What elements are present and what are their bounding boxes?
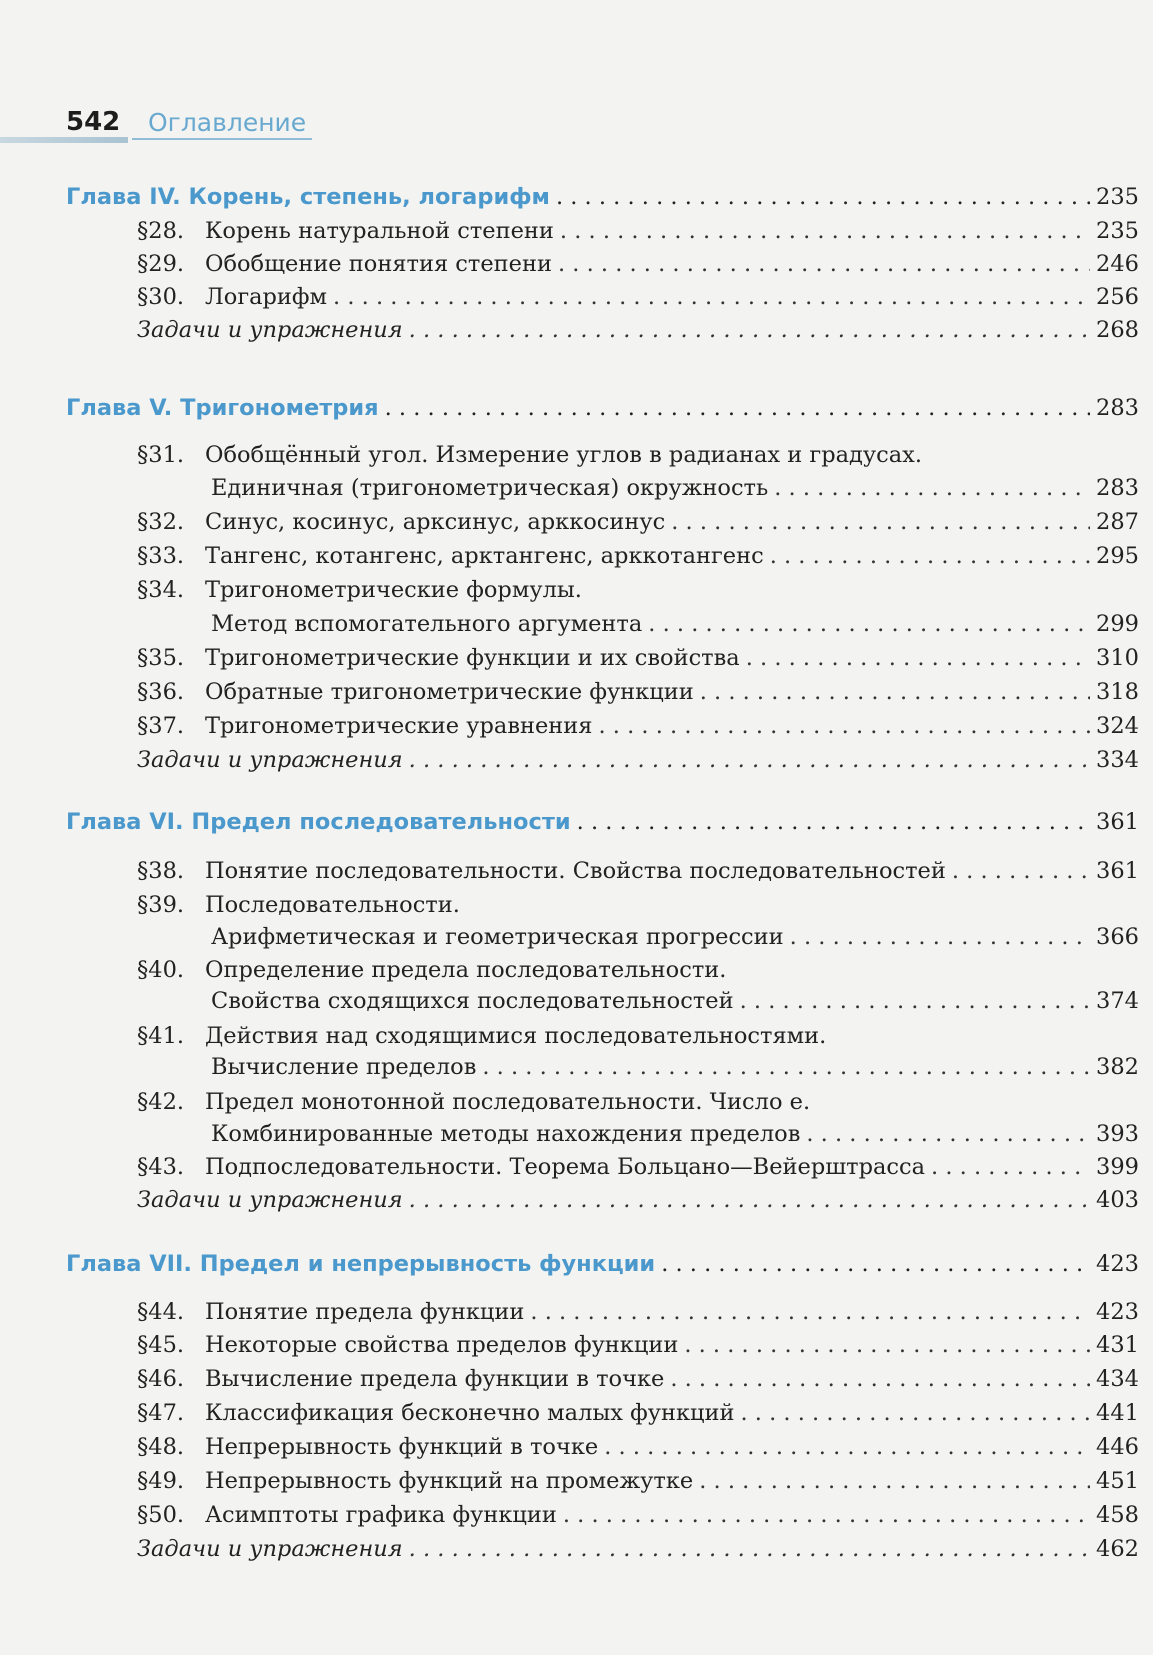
dot-leader xyxy=(661,1249,1090,1280)
tasks-entry xyxy=(0,1534,1139,1565)
page-ref: 268 xyxy=(1096,317,1139,343)
section-title: Обратные тригонометрические функции xyxy=(205,679,694,705)
page-ref: 366 xyxy=(1096,924,1139,950)
section-title: Тригонометрические формулы. xyxy=(205,577,582,603)
dot-leader xyxy=(806,1119,1090,1150)
section-title-continued: Арифметическая и геометрическая прогрессии xyxy=(211,924,784,950)
page-ref: 299 xyxy=(1096,611,1139,637)
page-ref: 324 xyxy=(1096,713,1139,739)
page-ref: 374 xyxy=(1096,988,1139,1014)
toc-entry xyxy=(0,1119,1139,1150)
section-number: §35. xyxy=(137,645,185,671)
toc-entry-line xyxy=(0,1021,1139,1052)
toc-entry xyxy=(0,609,1139,640)
chapter-title: Глава IV. Корень, степень, логарифм xyxy=(66,184,550,210)
dot-leader xyxy=(774,473,1090,504)
dot-leader xyxy=(741,1398,1091,1429)
toc-entry xyxy=(0,711,1139,742)
page-ref: 431 xyxy=(1096,1332,1139,1358)
toc-entry xyxy=(0,1330,1139,1361)
section-number: §33. xyxy=(137,543,185,569)
section-title: Тригонометрические функции и их свойства xyxy=(205,645,740,671)
tasks-entry xyxy=(0,1185,1139,1216)
toc-entry xyxy=(0,1500,1139,1531)
dot-leader xyxy=(740,986,1090,1017)
tasks-label: Задачи и упражнения xyxy=(137,317,403,343)
dot-leader xyxy=(604,1432,1090,1463)
page-ref: 334 xyxy=(1096,747,1139,773)
section-number: §38. xyxy=(137,858,185,884)
toc-entry xyxy=(0,282,1139,313)
toc-entry-line xyxy=(0,955,1139,986)
page-ref: 423 xyxy=(1096,1251,1139,1277)
chapter-title: Глава VI. Предел последовательности xyxy=(66,809,571,835)
page-ref: 393 xyxy=(1096,1121,1139,1147)
tasks-label: Задачи и упражнения xyxy=(137,1536,403,1562)
tasks-entry xyxy=(0,745,1139,776)
header-underline xyxy=(132,138,312,140)
dot-leader xyxy=(770,541,1090,572)
chapter-title: Глава V. Тригонометрия xyxy=(66,395,379,421)
page-header xyxy=(0,105,1153,145)
section-title: Корень натуральной степени xyxy=(205,218,554,244)
dot-leader xyxy=(556,182,1090,213)
section-title-continued: Свойства сходящихся последовательностей xyxy=(211,988,734,1014)
toc-entry xyxy=(0,507,1139,538)
section-number: §32. xyxy=(137,509,185,535)
page-ref: 287 xyxy=(1096,509,1139,535)
page-ref: 423 xyxy=(1096,1299,1139,1325)
dot-leader xyxy=(577,807,1090,838)
page-ref: 235 xyxy=(1096,184,1139,210)
dot-leader xyxy=(560,216,1090,247)
page-ref: 283 xyxy=(1096,395,1139,421)
chapter-heading xyxy=(0,393,1139,424)
page-ref: 361 xyxy=(1096,809,1139,835)
page-ref: 458 xyxy=(1096,1502,1139,1528)
page-ref: 283 xyxy=(1096,475,1139,501)
dot-leader xyxy=(482,1052,1090,1083)
dot-leader xyxy=(599,711,1091,742)
page-ref: 318 xyxy=(1096,679,1139,705)
chapter-heading xyxy=(0,807,1139,838)
section-title: Синус, косинус, арксинус, арккосинус xyxy=(205,509,666,535)
section-title: Предел монотонной последовательности. Число e. xyxy=(205,1089,811,1115)
section-title: Тангенс, котангенс, арктангенс, арккотангенс xyxy=(205,543,764,569)
section-number: §34. xyxy=(137,577,185,603)
section-title: Определение предела последовательности. xyxy=(205,957,727,983)
toc-entry xyxy=(0,922,1139,953)
dot-leader xyxy=(931,1152,1090,1183)
toc-entry xyxy=(0,643,1139,674)
section-title: Обобщённый угол. Измерение углов в радианах и градусах. xyxy=(205,442,922,468)
dot-leader xyxy=(385,393,1090,424)
section-title-continued: Единичная (тригонометрическая) окружность xyxy=(211,475,769,501)
section-number: §40. xyxy=(137,957,185,983)
page-ref: 399 xyxy=(1096,1154,1139,1180)
dot-leader xyxy=(699,1466,1090,1497)
page-ref: 246 xyxy=(1096,251,1139,277)
toc-entry-line xyxy=(0,1087,1139,1118)
toc-entry xyxy=(0,1398,1139,1429)
dot-leader xyxy=(409,745,1090,776)
page-number: 542 xyxy=(66,107,121,137)
toc-entry xyxy=(0,541,1139,572)
section-title: Тригонометрические уравнения xyxy=(205,713,593,739)
toc-entry xyxy=(0,1466,1139,1497)
section-number: §39. xyxy=(137,892,185,918)
tasks-entry xyxy=(0,315,1139,346)
page-ref: 403 xyxy=(1096,1187,1139,1213)
section-number: §28. xyxy=(137,218,185,244)
dot-leader xyxy=(790,922,1090,953)
dot-leader xyxy=(671,507,1090,538)
section-title: Логарифм xyxy=(205,284,328,310)
section-title: Классификация бесконечно малых функций xyxy=(205,1400,735,1426)
page-ref: 310 xyxy=(1096,645,1139,671)
toc-entry-line xyxy=(0,575,1139,606)
section-number: §45. xyxy=(137,1332,185,1358)
dot-leader xyxy=(558,249,1090,280)
toc-entry xyxy=(0,249,1139,280)
section-number: §41. xyxy=(137,1023,185,1049)
tasks-label: Задачи и упражнения xyxy=(137,747,403,773)
section-title: Понятие предела функции xyxy=(205,1299,525,1325)
section-title: Вычисление предела функции в точке xyxy=(205,1366,665,1392)
section-number: §48. xyxy=(137,1434,185,1460)
tasks-label: Задачи и упражнения xyxy=(137,1187,403,1213)
dot-leader xyxy=(409,315,1090,346)
toc-entry xyxy=(0,986,1139,1017)
toc-entry-line xyxy=(0,440,1139,471)
dot-leader xyxy=(746,643,1090,674)
chapter-heading xyxy=(0,1249,1139,1280)
dot-leader xyxy=(648,609,1090,640)
toc-entry-line xyxy=(0,890,1139,921)
section-title: Понятие последовательности. Свойства последовательностей xyxy=(205,858,946,884)
section-title-continued: Метод вспомогательного аргумента xyxy=(211,611,643,637)
section-title-continued: Вычисление пределов xyxy=(211,1054,477,1080)
toc-entry xyxy=(0,856,1139,887)
toc-entry xyxy=(0,216,1139,247)
section-number: §47. xyxy=(137,1400,185,1426)
section-title: Подпоследовательности. Теорема Больцано—Вейерштрасса xyxy=(205,1154,926,1180)
section-number: §43. xyxy=(137,1154,185,1180)
toc-entry xyxy=(0,1152,1139,1183)
section-title: Обобщение понятия степени xyxy=(205,251,552,277)
section-title: Непрерывность функций в точке xyxy=(205,1434,599,1460)
page-ref: 446 xyxy=(1096,1434,1139,1460)
section-number: §36. xyxy=(137,679,185,705)
toc-entry xyxy=(0,677,1139,708)
section-number: §29. xyxy=(137,251,185,277)
dot-leader xyxy=(952,856,1090,887)
page-ref: 382 xyxy=(1096,1054,1139,1080)
section-number: §30. xyxy=(137,284,185,310)
dot-leader xyxy=(409,1534,1090,1565)
dot-leader xyxy=(563,1500,1090,1531)
dot-leader xyxy=(700,677,1090,708)
page-ref: 434 xyxy=(1096,1366,1139,1392)
chapter-heading xyxy=(0,182,1139,213)
chapter-title: Глава VII. Предел и непрерывность функции xyxy=(66,1251,656,1277)
page-ref: 235 xyxy=(1096,218,1139,244)
section-title: Некоторые свойства пределов функции xyxy=(205,1332,679,1358)
dot-leader xyxy=(530,1297,1090,1328)
page-ref: 256 xyxy=(1096,284,1139,310)
toc-entry xyxy=(0,1052,1139,1083)
page-ref: 462 xyxy=(1096,1536,1139,1562)
dot-leader xyxy=(333,282,1090,313)
section-title: Последовательности. xyxy=(205,892,460,918)
section-title: Действия над сходящимися последовательностями. xyxy=(205,1023,827,1049)
toc-entry xyxy=(0,1432,1139,1463)
section-title-continued: Комбинированные методы нахождения пределов xyxy=(211,1121,801,1147)
page-ref: 361 xyxy=(1096,858,1139,884)
section-number: §37. xyxy=(137,713,185,739)
toc-entry xyxy=(0,473,1139,504)
toc-entry xyxy=(0,1297,1139,1328)
section-number: §50. xyxy=(137,1502,185,1528)
dot-leader xyxy=(670,1364,1090,1395)
page-ref: 451 xyxy=(1096,1468,1139,1494)
dot-leader xyxy=(409,1185,1090,1216)
toc-entry xyxy=(0,1364,1139,1395)
section-number: §42. xyxy=(137,1089,185,1115)
page-title: Оглавление xyxy=(148,108,307,137)
dot-leader xyxy=(684,1330,1090,1361)
page-ref: 295 xyxy=(1096,543,1139,569)
section-number: §49. xyxy=(137,1468,185,1494)
section-title: Асимптоты графика функции xyxy=(205,1502,557,1528)
section-number: §31. xyxy=(137,442,185,468)
section-title: Непрерывность функций на промежутке xyxy=(205,1468,694,1494)
page-ref: 441 xyxy=(1096,1400,1139,1426)
section-number: §46. xyxy=(137,1366,185,1392)
section-number: §44. xyxy=(137,1299,185,1325)
